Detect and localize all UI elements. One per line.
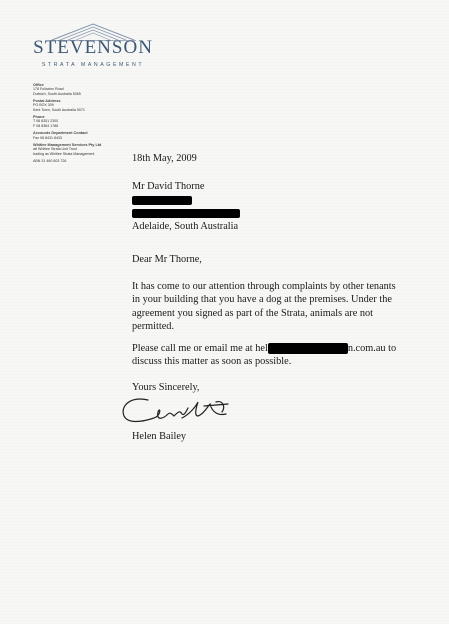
postal-line: PO BOX 309 bbox=[33, 103, 54, 108]
redacted-address-line bbox=[132, 209, 240, 218]
company-line: atf Whitlee Strata Unit Trust bbox=[33, 147, 77, 152]
accounts-block bbox=[33, 131, 123, 140]
email-domain: n.com.au to bbox=[347, 343, 397, 354]
letter-date: 18th May, 2009 bbox=[132, 153, 197, 164]
office-block bbox=[33, 83, 123, 96]
company-heading: Whitlee Management Services Pty Ltd bbox=[33, 143, 102, 148]
company-block bbox=[33, 143, 123, 156]
letter-paragraph bbox=[132, 342, 408, 369]
redacted-email bbox=[268, 343, 348, 354]
postal-block bbox=[33, 99, 123, 112]
company-details bbox=[33, 83, 123, 167]
office-heading: Office bbox=[33, 83, 44, 87]
paragraph-end: discuss this matter as soon as possible. bbox=[132, 356, 292, 368]
postal-heading: Postal Address bbox=[33, 99, 61, 104]
signature bbox=[118, 394, 238, 430]
abn-number: ABN 31 460 603 726 bbox=[33, 159, 67, 164]
email-prefix: Please call me or email me at hel bbox=[132, 343, 268, 354]
office-line: Dulwich, South Australia 5065 bbox=[33, 91, 81, 96]
phone-heading: Phone bbox=[33, 115, 45, 120]
office-line: 178 Fullarton Road bbox=[33, 87, 64, 92]
salutation: Dear Mr Thorne, bbox=[132, 254, 202, 265]
redacted-address-line bbox=[132, 196, 192, 205]
fax-line: F 08 8364 1788 bbox=[33, 123, 59, 128]
signatory-name: Helen Bailey bbox=[132, 431, 187, 442]
phone-line: T 08 8351 2300 bbox=[33, 119, 59, 124]
recipient-city: Adelaide, South Australia bbox=[132, 221, 239, 233]
company-line: trading as Whitlee Strata Management bbox=[33, 151, 95, 156]
logo-subtitle: STRATA MANAGEMENT bbox=[41, 62, 145, 68]
closing: Yours Sincerely, bbox=[132, 382, 200, 393]
logo-name: STEVENSON bbox=[33, 37, 153, 58]
accounts-heading: Accounts Department Contact bbox=[33, 131, 88, 136]
phone-block bbox=[33, 115, 123, 128]
accounts-line: Fax 08 8431 8433 bbox=[33, 135, 62, 140]
letter-paragraph: It has come to our attention through complaints by other tenants in your building that you have a dog at the premises. Under the agreement you signed as part of the Strata, animals are not permitted. bbox=[132, 281, 396, 333]
recipient-name: Mr David Thorne bbox=[132, 181, 205, 192]
abn-block bbox=[33, 159, 123, 163]
recipient-block bbox=[132, 180, 412, 234]
postal-line: Kent Town, South Australia 5071 bbox=[33, 107, 85, 112]
